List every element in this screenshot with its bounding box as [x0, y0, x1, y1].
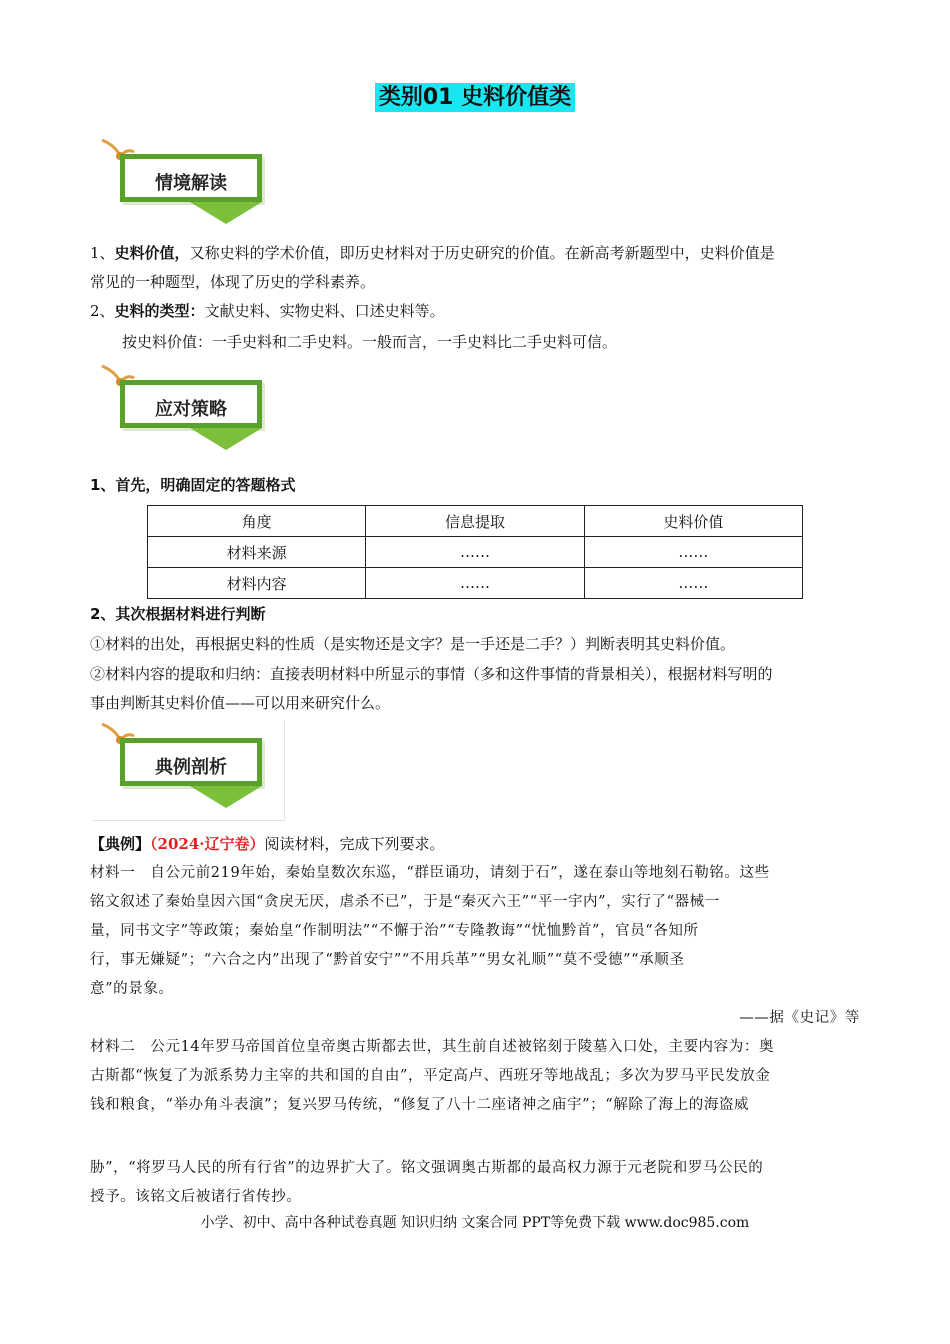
strategy-point-2-cont: 事由判断其史料价值——可以用来研究什么。	[90, 694, 391, 712]
section-title: 情境解读	[155, 173, 227, 194]
table-header: 信息提取	[366, 506, 584, 537]
material-one-line: 铭文叙述了秦始皇因六国“贪戾无厌，虐杀不已”，于是“秦灭六王”“平一宇内”，实行了“器械一	[90, 894, 720, 910]
material-one-line: 量，同书文字”等政策；秦始皇“作制明法”“不懈于治”“专隆教诲”“忧恤黔首”，官员“各知所	[90, 923, 699, 939]
table-header: 角度	[148, 506, 366, 537]
banner-tail	[190, 428, 262, 450]
material-one-line: 材料一 自公元前219年始，秦始皇数次东巡，“群臣诵功，请刻于石”，遂在泰山等地刻石勒铭。这些	[90, 865, 770, 881]
banner-frame	[120, 738, 262, 786]
intro-line-1: 1、史料价值，又称史料的学术价值，即历史材料对于历史研究的价值。在新高考新题型中，史料价值是	[90, 244, 775, 262]
material-two-line: 胁”，“将罗马人民的所有行省”的边界扩大了。铭文强调奥古斯都的最高权力源于元老院和罗马公民的	[90, 1160, 764, 1176]
strategy-point-1: ①材料的出处，再根据史料的性质（是实物还是文字？是一手还是二手？）判断表明其史料价值。	[90, 635, 736, 653]
example-prompt: 【典例】（2024·辽宁卷）阅读材料，完成下列要求。	[90, 835, 445, 853]
intro-line-4: 按史料价值：一手史料和二手史料。一般而言，一手史料比二手史料可信。	[122, 333, 618, 351]
strategy-heading-2: 2、其次根据材料进行判断	[90, 605, 266, 623]
section-banner-example	[92, 720, 285, 821]
strategy-heading-1: 1、首先，明确固定的答题格式	[90, 476, 296, 494]
table-cell: ……	[584, 537, 802, 568]
section-banner-situation	[92, 136, 267, 236]
banner-tail	[190, 786, 262, 808]
intro-line-3: 2、史料的类型：文献史料、实物史料、口述史料等。	[90, 302, 445, 320]
material-two-line: 古斯都“恢复了为派系势力主宰的共和国的自由”，平定高卢、西班牙等地战乱；多次为罗马平民发放金	[90, 1068, 771, 1084]
table-header: 史料价值	[584, 506, 802, 537]
banner-frame	[120, 154, 262, 202]
table-cell: ……	[366, 568, 584, 599]
material-one-line: 意”的景象。	[90, 981, 174, 997]
table-cell: ……	[366, 537, 584, 568]
material-two-line: 材料二 公元14年罗马帝国首位皇帝奥古斯都去世，其生前自述被铭刻于陵墓入口处，主要内容为：奥	[90, 1039, 775, 1055]
material-one-citation: ——据《史记》等	[739, 1010, 860, 1026]
table-row	[148, 537, 803, 568]
answer-format-table	[147, 505, 803, 599]
table-row	[148, 568, 803, 599]
material-two-line: 授予。该铭文后被诸行省传抄。	[90, 1189, 302, 1205]
strategy-point-2: ②材料内容的提取和归纳：直接表明材料中所显示的事情（多和这件事情的背景相关），根据材料写明的	[90, 665, 773, 683]
page-footer: 小学、初中、高中各种试卷真题 知识归纳 文案合同 PPT等免费下载 www.doc985.com	[200, 1215, 750, 1231]
table-cell: 材料来源	[148, 537, 366, 568]
material-one-line: 行，事无嫌疑”；“六合之内”出现了“黔首安宁”“不用兵革”“男女礼顺”“莫不受德”“承顺圣	[90, 952, 685, 968]
section-title: 典例剖析	[155, 757, 227, 778]
table-header-row	[148, 506, 803, 537]
section-title: 应对策略	[155, 399, 227, 420]
banner-tail	[190, 202, 262, 224]
banner-frame	[120, 380, 262, 428]
section-banner-strategy	[92, 362, 267, 462]
table-cell: ……	[584, 568, 802, 599]
intro-line-2: 常见的一种题型，体现了历史的学科素养。	[90, 273, 376, 291]
table-cell: 材料内容	[148, 568, 366, 599]
material-two-line: 钱和粮食，“举办角斗表演”；复兴罗马传统，“修复了八十二座诸神之庙宇”；“解除了海上的海盗威	[90, 1097, 750, 1113]
page-title: 类别01 史料价值类	[0, 80, 950, 111]
